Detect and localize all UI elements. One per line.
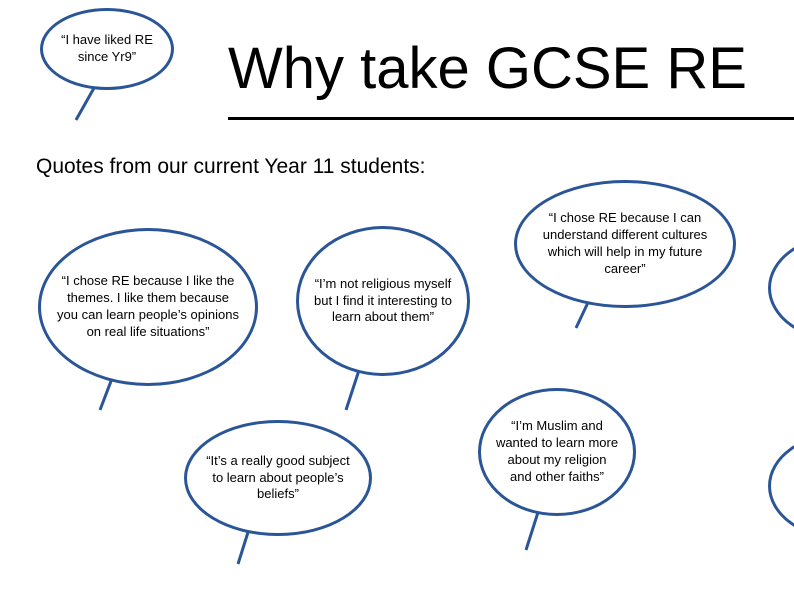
speech-bubble-liked-re (40, 8, 174, 90)
bubble-text: “I chose RE because I like the themes. I like them because you can learn people’s opinions on real life situations” (57, 273, 239, 339)
speech-bubble-right-edge-bottom (768, 432, 794, 540)
bubble-text: “I’m not religious myself but I find it interesting to learn about them” (313, 275, 453, 325)
subtitle-text: Quotes from our current Year 11 students: (36, 155, 426, 178)
page-title: Why take GCSE RE (228, 36, 747, 101)
speech-bubble-themes (38, 228, 258, 386)
bubble-text: “I’m Muslim and wanted to learn more about my religion and other faiths” (495, 418, 619, 484)
speech-bubble-good-subject (184, 420, 372, 536)
title-underline (228, 117, 794, 120)
bubble-text: “I have liked RE since Yr9” (61, 32, 153, 64)
bubble-text: “I chose RE because I can understand different cultures which will help in my future career” (542, 210, 708, 276)
bubble-text: “It’s a really good subject to learn about people’s beliefs” (206, 452, 350, 502)
speech-bubble-cultures (514, 180, 736, 308)
speech-bubble-not-religious (296, 226, 470, 376)
speech-bubble-muslim (478, 388, 636, 516)
speech-bubble-right-edge-top (768, 234, 794, 342)
